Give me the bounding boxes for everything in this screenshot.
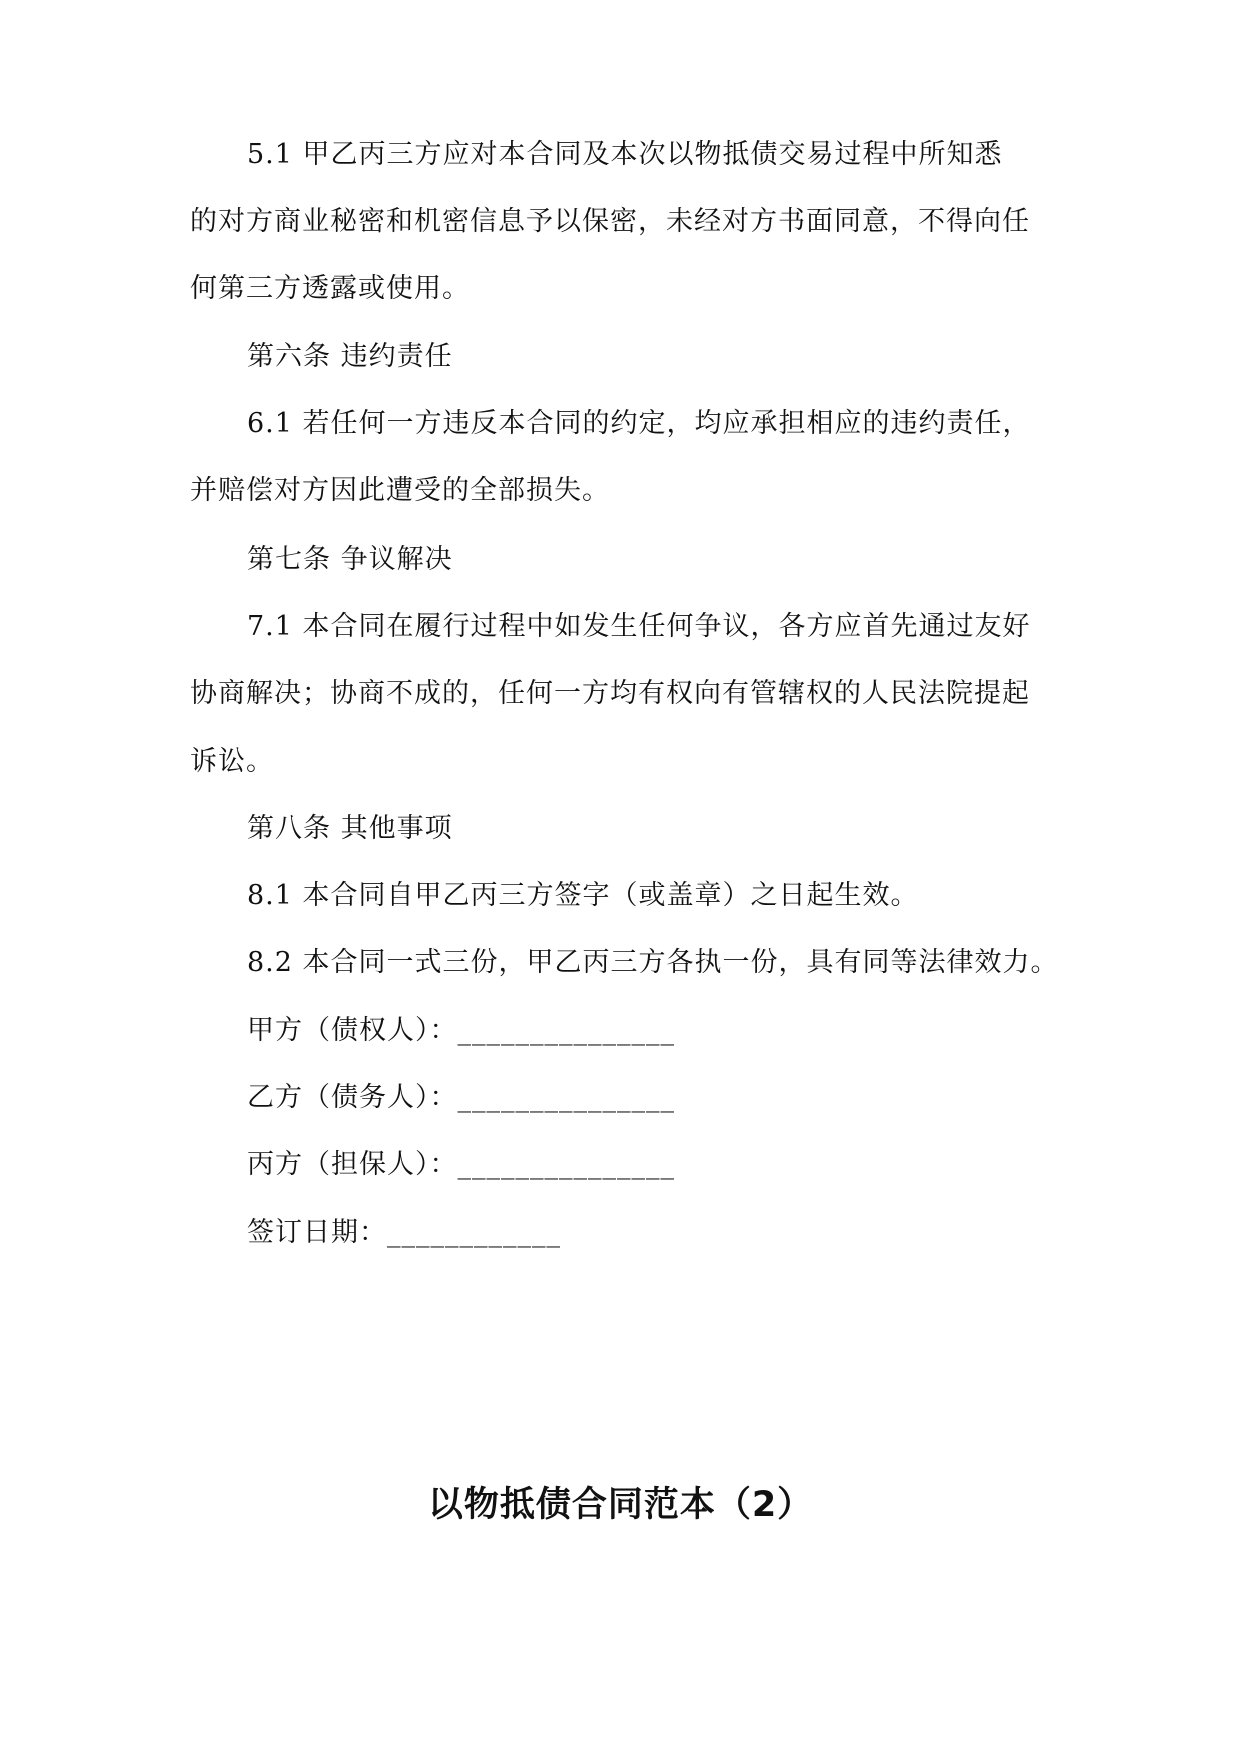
clause-6-1-line-1: 6.1 若任何一方违反本合同的约定，均应承担相应的违约责任， <box>247 408 1031 439</box>
party-c-signature-line: 丙方（担保人）：_______________ <box>247 1149 675 1180</box>
article-6-heading: 第六条 违约责任 <box>247 341 453 372</box>
clause-5-1-line-3: 何第三方透露或使用。 <box>190 273 470 304</box>
party-b-signature-line: 乙方（债务人）：_______________ <box>247 1082 675 1113</box>
clause-7-1-line-2: 协商解决；协商不成的，任何一方均有权向有管辖权的人民法院提起 <box>190 678 1030 709</box>
party-a-signature-line: 甲方（债权人）：_______________ <box>247 1015 675 1046</box>
clause-8-2: 8.2 本合同一式三份，甲乙丙三方各执一份，具有同等法律效力。 <box>247 947 1059 978</box>
article-8-heading: 第八条 其他事项 <box>247 813 453 844</box>
clause-5-1-line-1: 5.1 甲乙丙三方应对本合同及本次以物抵债交易过程中所知悉 <box>247 139 1003 170</box>
clause-7-1-line-3: 诉讼。 <box>190 746 274 777</box>
next-contract-title: 以物抵债合同范本（2） <box>427 1485 814 1525</box>
signing-date-line: 签订日期：____________ <box>247 1217 561 1248</box>
clause-5-1-line-2: 的对方商业秘密和机密信息予以保密，未经对方书面同意，不得向任 <box>190 206 1030 237</box>
clause-6-1-line-2: 并赔偿对方因此遭受的全部损失。 <box>190 475 610 506</box>
article-7-heading: 第七条 争议解决 <box>247 544 453 575</box>
clause-7-1-line-1: 7.1 本合同在履行过程中如发生任何争议，各方应首先通过友好 <box>247 611 1031 642</box>
clause-8-1: 8.1 本合同自甲乙丙三方签字（或盖章）之日起生效。 <box>247 880 919 911</box>
